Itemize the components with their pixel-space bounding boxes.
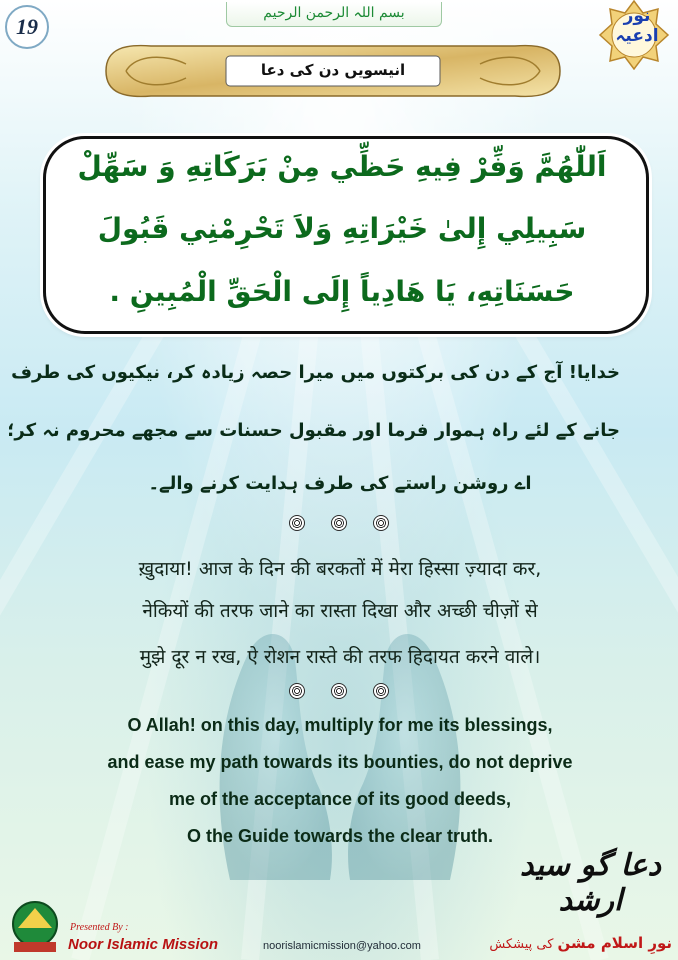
logo-text: نور ادعیہ — [615, 6, 659, 46]
footer-urdu-brand: نورِ اسلام مشن — [557, 934, 672, 952]
day-number-badge: 19 — [5, 5, 49, 49]
bismillah-text: بسم اللہ الرحمن الرحیم — [263, 5, 405, 21]
urdu-line-1: خدایا! آج کے دن کی برکتوں میں میرا حصہ زیادہ کر، نیکیوں کی طرف — [11, 362, 620, 383]
english-line-3: me of the acceptance of its good deeds, — [168, 789, 512, 809]
flower-ornament-icon — [289, 683, 305, 699]
bismillah-banner — [226, 2, 442, 27]
mission-logo-icon — [4, 898, 66, 956]
flower-ornament-icon — [289, 515, 305, 531]
arabic-line-2: سَبِيلِي إِلىٰ خَيْرَاتِهِ وَلاَ تَحْرِمْنِي قَبُولَ — [97, 212, 587, 245]
ornament-divider — [289, 515, 389, 531]
english-line-1: O Allah! on this day, multiply for me its blessings, — [127, 715, 553, 735]
mission-name: Noor Islamic Mission — [68, 936, 219, 953]
hindi-line-2: नेकियों की तरफ जाने का रास्ता दिखा और अच्छी चीज़ों से — [142, 600, 538, 622]
contact-email: noorislamicmission@yahoo.com — [263, 940, 421, 952]
hindi-line-1: ख़ुदाया! आज के दिन की बरकतों में मेरा हिस्सा ज़्यादा कर, — [138, 558, 542, 580]
flower-ornament-icon — [331, 683, 347, 699]
flower-ornament-icon — [373, 683, 389, 699]
english-line-2: and ease my path towards its bounties, do not deprive — [107, 752, 573, 772]
flower-ornament-icon — [331, 515, 347, 531]
hindi-line-3: मुझे दूर न रख, ऐ रोशन रास्ते की तरफ हिदायत करने वाले। — [139, 646, 541, 668]
arabic-line-1: اَللّٰهُمَّ وَفِّرْ فِيهِ حَظِّي مِنْ بَرَكَاتِهِ وَ سَهِّلْ — [77, 150, 607, 183]
flower-ornament-icon — [373, 515, 389, 531]
signature: دعا گو سید ارشد — [519, 848, 661, 918]
urdu-line-2: جانے کے لئے راہ ہموار فرما اور مقبول حسنات سے مجھے محروم نہ کر؛ — [7, 420, 620, 441]
arabic-line-3: حَسَنَاتِهِ، يَا هَادِياً إِلَى الْحَقِّ الْمُبِينِ . — [109, 275, 575, 308]
presented-by-label: Presented By : — [70, 922, 129, 933]
page-title: انیسویں دن کی دعا — [260, 61, 406, 79]
footer-urdu-credit — [489, 934, 672, 952]
urdu-line-3: اے روشن راستے کی طرف ہدایت کرنے والے۔ — [148, 473, 532, 494]
footer-urdu-suffix: کی پیشکش — [489, 937, 554, 952]
ornament-divider — [289, 683, 389, 699]
english-line-4: O the Guide towards the clear truth. — [186, 826, 494, 846]
